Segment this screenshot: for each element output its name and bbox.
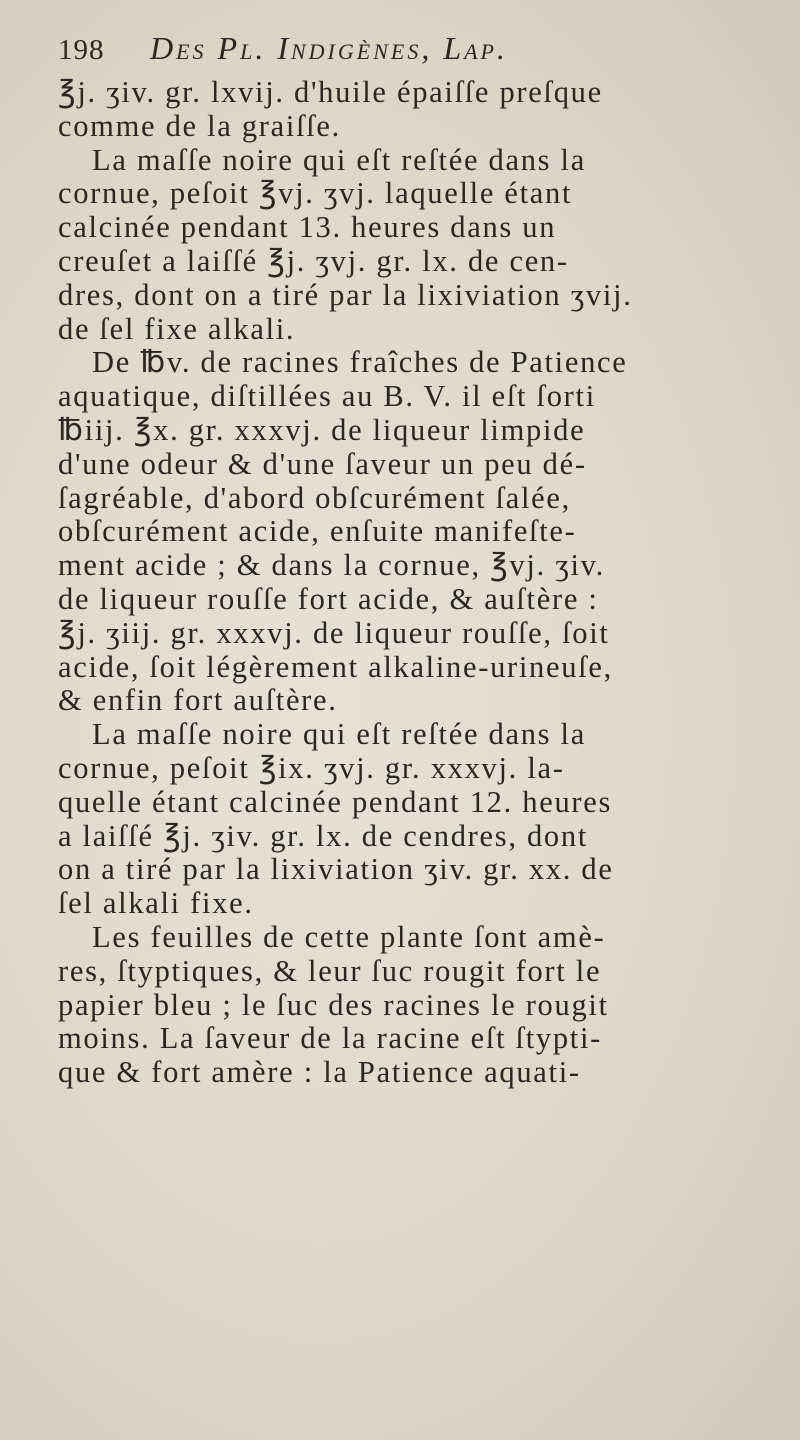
text-line: moins. La ſaveur de la racine eſt ſtypti- [58, 1021, 602, 1056]
text-line: on a tiré par la lixiviation ʒiv. gr. xx. de [58, 852, 614, 887]
text-line: ℔iij. ℥x. gr. xxxvj. de liqueur limpide [58, 412, 586, 447]
text-line: de ſel fixe alkali. [58, 311, 296, 346]
paragraph [58, 718, 770, 921]
paragraph [58, 76, 770, 144]
text-line: papier bleu ; le ſuc des racines le rougit [58, 987, 609, 1022]
text-line: calcinée pendant 13. heures dans un [58, 210, 557, 245]
text-line: ment acide ; & dans la cornue, ℥vj. ʒiv. [58, 548, 605, 583]
text-line: La maſſe noire qui eſt reſtée dans la [92, 142, 586, 177]
text-line: acide, ſoit légèrement alkaline-urineuſe, [58, 649, 613, 684]
text-line: La maſſe noire qui eſt reſtée dans la [92, 717, 586, 752]
text-line: comme de la graiſſe. [58, 108, 341, 143]
text-line: quelle étant calcinée pendant 12. heures [58, 784, 613, 819]
text-line: que & fort amère : la Patience aquati- [58, 1055, 581, 1090]
book-page [58, 30, 770, 1090]
page-header [58, 30, 770, 76]
text-line: res, ſtyptiques, & leur ſuc rougit fort le [58, 953, 602, 988]
text-line: d'une odeur & d'une ſaveur un peu dé- [58, 446, 587, 481]
text-line: ſel alkali fixe. [58, 886, 254, 921]
page-body [58, 76, 770, 1090]
paragraph [58, 346, 770, 718]
text-line: a laiſſé ℥j. ʒiv. gr. lx. de cendres, dont [58, 818, 589, 853]
text-line: ſagréable, d'abord obſcurément ſalée, [58, 480, 571, 515]
running-head: Des Pl. Indigènes, Lap. [150, 30, 508, 66]
text-line: creuſet a laiſſé ℥j. ʒvj. gr. lx. de cen- [58, 243, 569, 278]
text-line: Les feuilles de cette plante ſont amè- [92, 919, 606, 954]
text-line: De ℔v. de racines fraîches de Patience [92, 345, 628, 380]
text-line: aquatique, diſtillées au B. V. il eſt ſorti [58, 379, 596, 414]
text-line: & enfin fort auſtère. [58, 683, 338, 718]
text-line: cornue, peſoit ℥vj. ʒvj. laquelle étant [58, 176, 573, 211]
text-line: de liqueur rouſſe fort acide, & auſtère : [58, 581, 599, 616]
paragraph [58, 921, 770, 1090]
text-line: cornue, peſoit ℥ix. ʒvj. gr. xxxvj. la- [58, 750, 565, 785]
text-line: obſcurément acide, enſuite manifeſte- [58, 514, 577, 549]
text-line: ℥j. ʒiv. gr. lxvij. d'huile épaiſſe preſque [58, 75, 603, 109]
text-line: dres, dont on a tiré par la lixiviation ʒvij. [58, 277, 633, 312]
paragraph [58, 144, 770, 347]
page-number: 198 [58, 34, 105, 66]
text-line: ℥j. ʒiij. gr. xxxvj. de liqueur rouſſe, ſoit [58, 615, 610, 650]
